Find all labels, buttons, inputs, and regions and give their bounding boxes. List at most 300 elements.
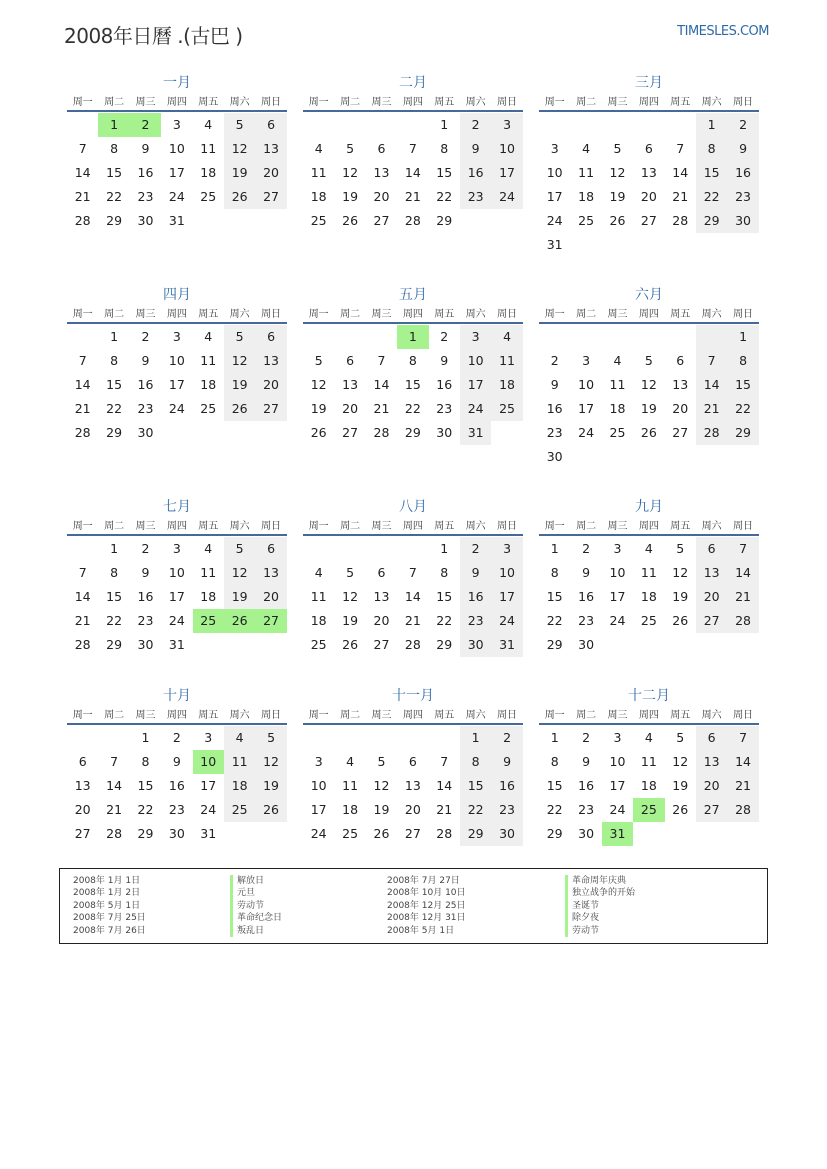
weekday-header — [539, 306, 759, 324]
day-cell: 30 — [546, 449, 563, 464]
month-name: 十二月 — [628, 688, 670, 704]
empty-cell — [161, 421, 192, 445]
day-cell: 3 — [491, 537, 522, 561]
day-cell: 29 — [436, 637, 453, 652]
day-cell: 19 — [224, 161, 255, 185]
day-cell: 17 — [491, 161, 522, 185]
empty-cell — [570, 325, 601, 349]
weekday-label: 周二 — [340, 521, 361, 532]
day-cell: 19 — [672, 778, 689, 793]
day-cell: 16 — [491, 774, 522, 798]
month-name: 三月 — [635, 75, 663, 91]
day-cell: 5 — [377, 754, 386, 769]
day-grid — [303, 113, 523, 233]
weekday-header — [539, 518, 759, 536]
holiday-name: 元旦 — [230, 887, 380, 899]
day-cell: 28 — [727, 798, 758, 822]
holiday-date: 2008年 12月 25日 — [387, 900, 466, 911]
day-cell: 2 — [491, 726, 522, 750]
day-cell: 22 — [106, 613, 123, 628]
day-cell: 19 — [640, 401, 657, 416]
day-cell: 14 — [696, 373, 727, 397]
day-cell: 9 — [460, 137, 491, 161]
empty-cell — [570, 445, 601, 469]
day-cell: 7 — [440, 754, 449, 769]
day-cell: 2 — [727, 113, 758, 137]
day-cell: 7 — [408, 141, 417, 156]
month-name: 八月 — [399, 499, 427, 515]
day-cell: 17 — [200, 778, 217, 793]
day-cell: 11 — [342, 778, 359, 793]
day-grid — [67, 726, 287, 846]
day-cell: 14 — [436, 778, 453, 793]
day-cell: 13 — [696, 561, 727, 585]
weekday-label: 周四 — [166, 97, 187, 108]
day-cell: 2 — [141, 541, 150, 556]
weekday-label: 周一 — [72, 97, 93, 108]
day-cell: 2 — [582, 541, 591, 556]
day-cell: 4 — [314, 141, 323, 156]
day-cell: 24 — [491, 185, 522, 209]
day-cell: 6 — [255, 325, 286, 349]
empty-cell — [366, 325, 397, 349]
day-cell: 28 — [404, 213, 421, 228]
day-cell: 17 — [609, 778, 626, 793]
day-cell: 3 — [460, 325, 491, 349]
day-cell: 22 — [436, 613, 453, 628]
weekday-label: 周三 — [607, 97, 628, 108]
month-7 — [67, 496, 287, 696]
weekday-label: 周四 — [166, 309, 187, 320]
weekday-label: 周三 — [607, 710, 628, 721]
empty-cell — [633, 113, 664, 137]
day-cell: 31 — [168, 637, 185, 652]
month-11 — [303, 685, 523, 885]
day-cell: 20 — [373, 189, 390, 204]
day-cell: 28 — [672, 213, 689, 228]
weekday-label: 周一 — [544, 97, 565, 108]
month-name: 十月 — [163, 688, 191, 704]
day-cell: 3 — [550, 141, 559, 156]
page-title: 2008年日曆 .(古巴 ) — [64, 24, 243, 48]
weekday-header — [303, 94, 523, 112]
day-cell: 4 — [582, 141, 591, 156]
day-cell: 7 — [78, 353, 87, 368]
day-cell: 11 — [640, 565, 657, 580]
day-cell: 28 — [696, 421, 727, 445]
holiday-dates-right — [387, 875, 557, 937]
month-12 — [539, 685, 759, 885]
empty-cell — [665, 113, 696, 137]
weekday-label: 周一 — [308, 521, 329, 532]
day-cell: 30 — [137, 425, 154, 440]
weekday-label: 周日 — [733, 309, 754, 320]
day-cell: 8 — [110, 353, 119, 368]
empty-cell — [696, 822, 727, 846]
day-cell: 3 — [314, 754, 323, 769]
empty-cell — [67, 537, 98, 561]
day-cell: 24 — [491, 609, 522, 633]
day-cell: 19 — [373, 802, 390, 817]
day-cell: 5 — [224, 325, 255, 349]
empty-cell — [633, 233, 664, 257]
weekday-label: 周二 — [104, 97, 125, 108]
month-1 — [67, 72, 287, 272]
day-cell: 16 — [137, 377, 154, 392]
holiday-name: 圣诞节 — [565, 900, 755, 912]
day-cell: 26 — [609, 213, 626, 228]
day-cell: 21 — [696, 397, 727, 421]
day-cell: 23 — [491, 798, 522, 822]
day-cell: 13 — [255, 561, 286, 585]
weekday-label: 周五 — [434, 309, 455, 320]
day-cell: 29 — [546, 826, 563, 841]
day-cell: 23 — [137, 613, 154, 628]
day-cell: 10 — [168, 141, 185, 156]
day-cell: 18 — [200, 377, 217, 392]
day-cell: 16 — [460, 585, 491, 609]
day-cell: 27 — [74, 826, 91, 841]
weekday-header — [303, 306, 523, 324]
day-cell: 21 — [373, 401, 390, 416]
weekday-label: 周四 — [402, 710, 423, 721]
day-cell: 19 — [255, 774, 286, 798]
day-cell: 6 — [255, 113, 286, 137]
empty-cell — [491, 209, 522, 233]
weekday-label: 周五 — [434, 97, 455, 108]
day-cell: 5 — [346, 565, 355, 580]
day-cell: 1 — [727, 325, 758, 349]
day-cell: 26 — [224, 609, 255, 633]
weekday-label: 周三 — [371, 710, 392, 721]
day-grid — [539, 113, 759, 257]
day-cell: 29 — [137, 826, 154, 841]
day-cell: 15 — [696, 161, 727, 185]
day-cell: 14 — [74, 165, 91, 180]
day-cell: 31 — [546, 237, 563, 252]
empty-cell — [570, 233, 601, 257]
day-cell: 14 — [106, 778, 123, 793]
weekday-header — [303, 518, 523, 536]
month-3 — [539, 72, 759, 272]
day-cell: 21 — [727, 774, 758, 798]
weekday-label: 周六 — [701, 309, 722, 320]
weekday-label: 周三 — [607, 521, 628, 532]
day-cell: 18 — [609, 401, 626, 416]
weekday-label: 周四 — [402, 97, 423, 108]
holiday-date: 2008年 5月 1日 — [73, 900, 141, 911]
weekday-label: 周二 — [340, 309, 361, 320]
empty-cell — [255, 822, 286, 846]
day-cell: 8 — [440, 565, 449, 580]
day-cell: 10 — [168, 565, 185, 580]
day-cell: 9 — [582, 754, 591, 769]
day-cell: 13 — [373, 165, 390, 180]
day-cell: 23 — [137, 401, 154, 416]
day-cell: 13 — [672, 377, 689, 392]
day-cell: 22 — [546, 613, 563, 628]
empty-cell — [193, 633, 224, 657]
day-cell: 3 — [613, 730, 622, 745]
day-cell: 1 — [440, 117, 449, 132]
weekday-label: 周六 — [465, 309, 486, 320]
weekday-label: 周二 — [576, 309, 597, 320]
weekday-label: 周二 — [340, 710, 361, 721]
day-cell: 25 — [342, 826, 359, 841]
empty-cell — [334, 726, 365, 750]
day-cell: 15 — [106, 165, 123, 180]
day-cell: 12 — [224, 137, 255, 161]
empty-cell — [255, 209, 286, 233]
day-cell: 6 — [696, 726, 727, 750]
day-cell: 15 — [137, 778, 154, 793]
day-cell: 18 — [491, 373, 522, 397]
holiday-date: 2008年 1月 2日 — [73, 888, 141, 899]
day-cell: 10 — [193, 750, 224, 774]
day-cell: 15 — [460, 774, 491, 798]
day-cell: 20 — [640, 189, 657, 204]
empty-cell — [397, 537, 428, 561]
weekday-label: 周二 — [340, 97, 361, 108]
day-grid — [303, 325, 523, 445]
day-cell: 23 — [460, 609, 491, 633]
day-cell: 24 — [168, 401, 185, 416]
weekday-label: 周六 — [229, 309, 250, 320]
month-8 — [303, 496, 523, 696]
day-cell: 17 — [491, 585, 522, 609]
empty-cell — [665, 233, 696, 257]
empty-cell — [224, 822, 255, 846]
empty-cell — [727, 822, 758, 846]
day-cell: 10 — [578, 377, 595, 392]
day-cell: 15 — [546, 778, 563, 793]
day-cell: 26 — [342, 213, 359, 228]
day-cell: 30 — [727, 209, 758, 233]
weekday-label: 周一 — [308, 710, 329, 721]
day-cell: 10 — [609, 565, 626, 580]
day-cell: 1 — [141, 730, 150, 745]
day-cell: 27 — [696, 798, 727, 822]
day-cell: 17 — [168, 377, 185, 392]
site-link[interactable]: TIMESLES.COM — [677, 24, 769, 39]
day-cell: 20 — [255, 585, 286, 609]
day-cell: 12 — [640, 377, 657, 392]
day-cell: 27 — [373, 637, 390, 652]
weekday-label: 周六 — [229, 521, 250, 532]
empty-cell — [633, 633, 664, 657]
day-cell: 5 — [314, 353, 323, 368]
weekday-label: 周日 — [261, 521, 282, 532]
day-cell: 4 — [644, 541, 653, 556]
day-cell: 19 — [342, 189, 359, 204]
weekday-label: 周三 — [135, 309, 156, 320]
day-cell: 14 — [404, 165, 421, 180]
day-cell: 23 — [460, 185, 491, 209]
holiday-date: 2008年 1月 1日 — [73, 876, 141, 886]
day-cell: 26 — [255, 798, 286, 822]
day-cell: 13 — [640, 165, 657, 180]
empty-cell — [429, 726, 460, 750]
month-name: 九月 — [635, 499, 663, 515]
empty-cell — [696, 325, 727, 349]
day-grid — [539, 325, 759, 469]
weekday-label: 周四 — [638, 521, 659, 532]
weekday-label: 周一 — [72, 710, 93, 721]
empty-cell — [67, 113, 98, 137]
weekday-label: 周二 — [576, 97, 597, 108]
empty-cell — [696, 633, 727, 657]
day-cell: 16 — [460, 161, 491, 185]
day-cell: 29 — [436, 213, 453, 228]
day-cell: 25 — [224, 798, 255, 822]
empty-cell — [539, 113, 570, 137]
day-cell: 4 — [491, 325, 522, 349]
day-cell: 12 — [255, 750, 286, 774]
day-cell: 3 — [204, 730, 213, 745]
day-cell: 1 — [550, 541, 559, 556]
day-cell: 27 — [342, 425, 359, 440]
day-cell: 15 — [404, 377, 421, 392]
day-cell: 9 — [491, 750, 522, 774]
day-cell: 30 — [436, 425, 453, 440]
empty-cell — [98, 726, 129, 750]
day-cell: 15 — [727, 373, 758, 397]
weekday-label: 周五 — [670, 710, 691, 721]
day-cell: 6 — [377, 141, 386, 156]
day-cell: 26 — [640, 425, 657, 440]
empty-cell — [491, 421, 522, 445]
day-cell: 3 — [172, 117, 181, 132]
holiday-date: 2008年 7月 27日 — [387, 876, 460, 886]
day-cell: 5 — [644, 353, 653, 368]
day-grid — [67, 537, 287, 657]
day-cell: 28 — [727, 609, 758, 633]
day-cell: 11 — [200, 141, 217, 156]
weekday-label: 周日 — [733, 521, 754, 532]
day-cell: 21 — [404, 613, 421, 628]
weekday-label: 周六 — [701, 710, 722, 721]
day-cell: 22 — [546, 802, 563, 817]
day-cell: 21 — [74, 401, 91, 416]
day-cell: 7 — [78, 565, 87, 580]
day-cell: 15 — [106, 377, 123, 392]
weekday-label: 周一 — [308, 97, 329, 108]
empty-cell — [366, 537, 397, 561]
weekday-label: 周五 — [670, 309, 691, 320]
day-cell: 23 — [168, 802, 185, 817]
day-cell: 31 — [460, 421, 491, 445]
day-cell: 25 — [609, 425, 626, 440]
holiday-date: 2008年 5月 1日 — [387, 925, 455, 936]
empty-cell — [665, 633, 696, 657]
day-cell: 19 — [342, 613, 359, 628]
day-cell: 10 — [491, 561, 522, 585]
weekday-header — [539, 94, 759, 112]
day-cell: 29 — [546, 637, 563, 652]
weekday-label: 周三 — [135, 97, 156, 108]
day-cell: 26 — [224, 397, 255, 421]
weekday-label: 周二 — [104, 521, 125, 532]
empty-cell — [303, 726, 334, 750]
empty-cell — [696, 233, 727, 257]
day-cell: 1 — [550, 730, 559, 745]
day-cell: 27 — [373, 213, 390, 228]
day-cell: 11 — [491, 349, 522, 373]
day-cell: 25 — [200, 401, 217, 416]
empty-cell — [602, 233, 633, 257]
weekday-label: 周日 — [733, 97, 754, 108]
empty-cell — [67, 726, 98, 750]
day-cell: 15 — [106, 589, 123, 604]
day-cell: 3 — [172, 541, 181, 556]
day-cell: 10 — [168, 353, 185, 368]
day-cell: 3 — [172, 329, 181, 344]
weekday-label: 周日 — [497, 521, 518, 532]
holiday-name: 革命周年庆典 — [565, 875, 755, 887]
empty-cell — [570, 113, 601, 137]
month-name: 四月 — [163, 287, 191, 303]
day-cell: 13 — [74, 778, 91, 793]
day-cell: 6 — [644, 141, 653, 156]
day-cell: 23 — [546, 425, 563, 440]
day-cell: 8 — [110, 565, 119, 580]
day-cell: 22 — [460, 798, 491, 822]
day-cell: 25 — [578, 213, 595, 228]
day-cell: 24 — [310, 826, 327, 841]
holiday-name: 劳动节 — [230, 900, 380, 912]
day-cell: 14 — [727, 561, 758, 585]
day-cell: 4 — [314, 565, 323, 580]
day-cell: 4 — [346, 754, 355, 769]
empty-cell — [665, 325, 696, 349]
weekday-label: 周日 — [261, 309, 282, 320]
empty-cell — [224, 209, 255, 233]
weekday-label: 周日 — [261, 97, 282, 108]
weekday-label: 周六 — [701, 97, 722, 108]
empty-cell — [633, 445, 664, 469]
weekday-label: 周六 — [465, 710, 486, 721]
day-cell: 16 — [578, 778, 595, 793]
day-cell: 19 — [672, 589, 689, 604]
day-cell: 28 — [373, 425, 390, 440]
day-cell: 21 — [106, 802, 123, 817]
day-cell: 15 — [546, 589, 563, 604]
day-cell: 2 — [460, 113, 491, 137]
month-name: 二月 — [399, 75, 427, 91]
day-cell: 26 — [373, 826, 390, 841]
day-cell: 5 — [346, 141, 355, 156]
day-cell: 29 — [106, 425, 123, 440]
weekday-header — [67, 94, 287, 112]
day-cell: 10 — [310, 778, 327, 793]
holiday-name: 解放日 — [230, 875, 380, 887]
month-2 — [303, 72, 523, 272]
day-cell: 20 — [696, 774, 727, 798]
day-cell: 11 — [200, 353, 217, 368]
empty-cell — [633, 822, 664, 846]
weekday-label: 周日 — [497, 309, 518, 320]
empty-cell — [193, 421, 224, 445]
day-grid — [539, 726, 759, 846]
weekday-label: 周二 — [576, 710, 597, 721]
month-6 — [539, 284, 759, 484]
day-cell: 26 — [224, 185, 255, 209]
day-cell: 10 — [609, 754, 626, 769]
day-cell: 20 — [74, 802, 91, 817]
weekday-label: 周六 — [229, 97, 250, 108]
day-cell: 3 — [491, 113, 522, 137]
day-cell: 27 — [255, 609, 286, 633]
